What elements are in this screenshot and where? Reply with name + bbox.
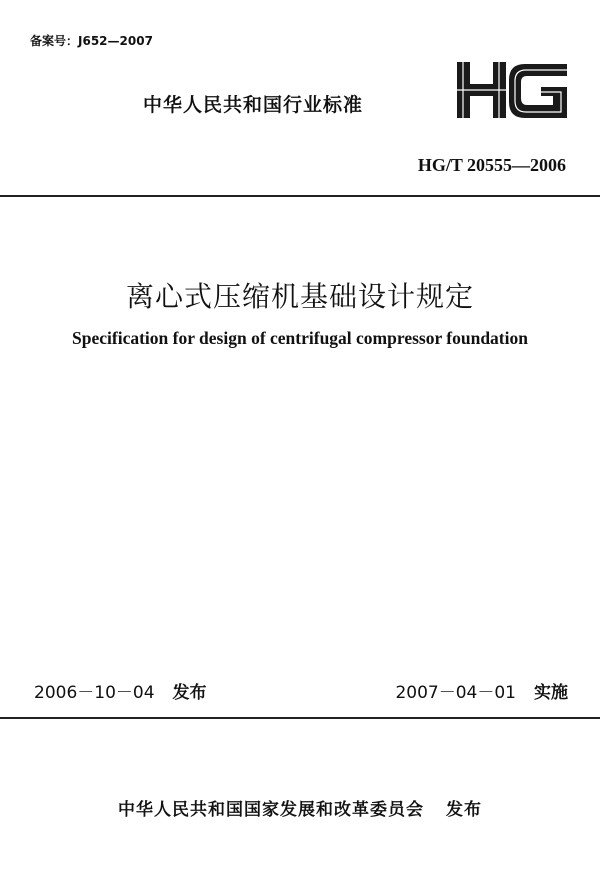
effective-date: 2007－04－01 <box>395 683 516 703</box>
issue-label: 发布 <box>446 800 482 820</box>
title-chinese: 离心式压缩机基础设计规定 <box>125 280 474 313</box>
effective-label: 实施 <box>534 683 568 703</box>
hg-logo <box>455 58 571 122</box>
record-number: 备案号：J652—2007 <box>30 34 153 48</box>
standard-number: HG/T 20555—2006 <box>417 155 566 175</box>
standard-type: 中华人民共和国行业标准 <box>143 94 364 116</box>
issuer-name: 中华人民共和国国家发展和改革委员会 <box>118 800 424 820</box>
title-english: Specification for design of centrifugal compressor foundation <box>72 328 528 348</box>
top-divider <box>0 195 600 197</box>
effective-date-group <box>395 678 568 703</box>
publish-label: 发布 <box>172 683 207 703</box>
publish-date-group <box>34 678 207 703</box>
issuer-line <box>0 795 600 820</box>
bottom-divider <box>0 717 600 719</box>
publish-date: 2006－10－04 <box>34 683 155 703</box>
